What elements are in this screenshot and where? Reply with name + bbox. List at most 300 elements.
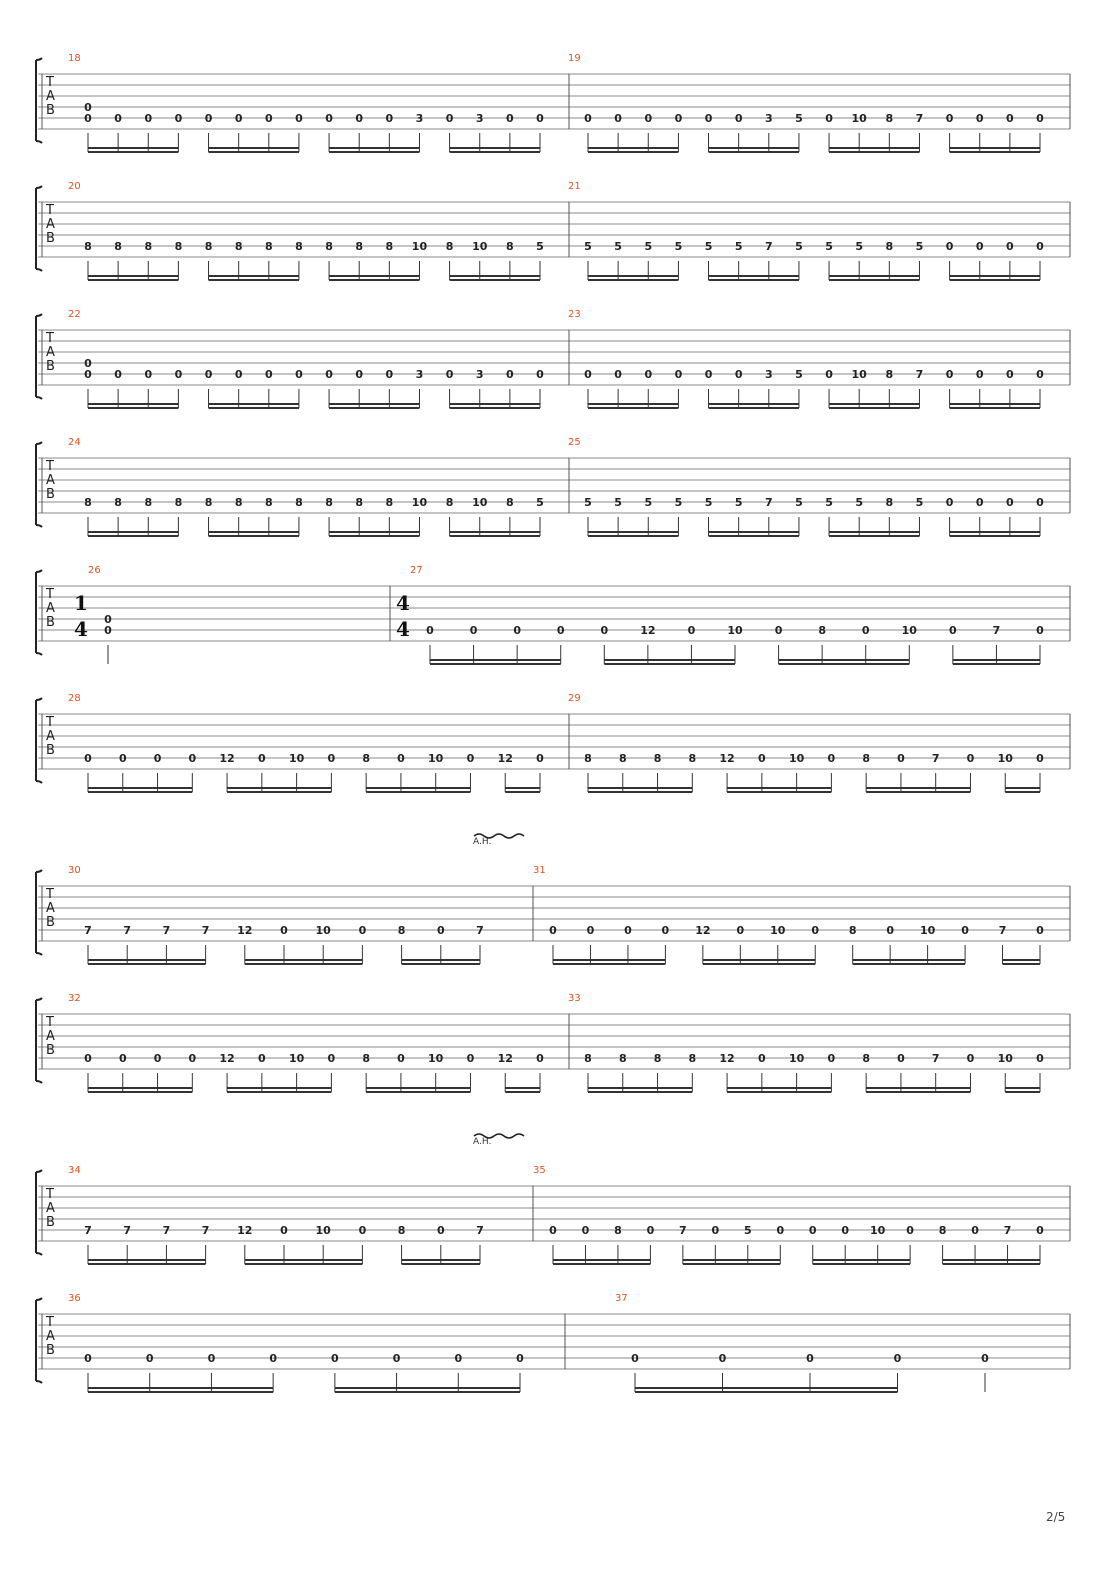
fret-number: 10 <box>997 1052 1013 1065</box>
fret-number: 7 <box>201 1224 210 1237</box>
measure-number: 26 <box>88 565 101 576</box>
fret-number: 0 <box>825 112 833 125</box>
fret-number: 7 <box>84 924 92 937</box>
fret-number: 8 <box>144 240 153 253</box>
fret-number: 0 <box>897 1052 905 1065</box>
measure-number: 28 <box>68 693 81 704</box>
fret-number: 8 <box>114 496 122 509</box>
fret-number: 0 <box>327 752 336 765</box>
fret-number: 7 <box>476 924 484 937</box>
fret-number: 8 <box>234 496 243 509</box>
fret-number: 0 <box>1036 752 1044 765</box>
tab-clef-letter: T <box>46 1187 54 1202</box>
fret-number: 8 <box>584 752 592 765</box>
fret-number: 0 <box>1036 924 1044 937</box>
fret-number: 7 <box>679 1224 687 1237</box>
fret-number: 0 <box>971 1224 979 1237</box>
measure-number: 18 <box>68 53 81 64</box>
fret-number: 5 <box>704 496 713 509</box>
fret-number: 0 <box>1006 240 1014 253</box>
fret-number: 0 <box>945 112 954 125</box>
fret-number: 10 <box>411 240 428 253</box>
fret-number: 10 <box>901 624 917 637</box>
measure-number: 22 <box>68 309 81 320</box>
fret-number: 0 <box>234 112 243 125</box>
fret-number: 0 <box>975 368 984 381</box>
fret-number: 5 <box>795 112 803 125</box>
fret-number: 8 <box>397 924 406 937</box>
system-bracket <box>36 698 42 783</box>
fret-number: 0 <box>734 112 743 125</box>
fret-number: 0 <box>806 1352 814 1365</box>
tab-clef-letter: B <box>46 1343 55 1358</box>
fret-number: 7 <box>764 240 773 253</box>
fret-number: 0 <box>145 1352 154 1365</box>
fret-number: 8 <box>445 240 454 253</box>
fret-number: 0 <box>188 752 197 765</box>
tab-clef-letter: B <box>46 1043 55 1058</box>
fret-number: 8 <box>355 240 364 253</box>
fret-number: 0 <box>736 924 745 937</box>
fret-number: 0 <box>358 924 367 937</box>
fret-number: 0 <box>436 1224 445 1237</box>
fret-number: 5 <box>734 496 743 509</box>
fret-number: 0 <box>331 1352 339 1365</box>
fret-number: 12 <box>497 752 513 765</box>
fret-number: 7 <box>476 1224 484 1237</box>
fret-number: 8 <box>506 240 514 253</box>
fret-number: 0 <box>758 752 766 765</box>
fret-number: 0 <box>811 924 820 937</box>
fret-number: 0 <box>358 1224 367 1237</box>
fret-number: 0 <box>808 1224 817 1237</box>
fret-number: 0 <box>1006 496 1014 509</box>
fret-number: 7 <box>123 1224 132 1237</box>
fret-number: 0 <box>584 368 592 381</box>
fret-number: 10 <box>870 1224 886 1237</box>
fret-number: 0 <box>234 368 243 381</box>
fret-number: 0 <box>584 112 592 125</box>
fret-number: 5 <box>915 240 924 253</box>
fret-number: 8 <box>385 496 394 509</box>
fret-number: 0 <box>945 368 954 381</box>
fret-number: 0 <box>153 752 162 765</box>
fret-number: 12 <box>719 1052 735 1065</box>
fret-number: 0 <box>704 368 713 381</box>
fret-number: 0 <box>975 240 984 253</box>
fret-number: 12 <box>695 924 711 937</box>
fret-number: 3 <box>415 112 424 125</box>
fret-number: 8 <box>885 112 894 125</box>
tab-clef-letter: A <box>46 1329 55 1344</box>
fret-number: 0 <box>827 752 836 765</box>
fret-number: 0 <box>469 624 478 637</box>
fret-number: 0 <box>614 368 622 381</box>
fret-number: 8 <box>144 496 153 509</box>
fret-number: 0 <box>327 1052 336 1065</box>
fret-number: 0 <box>506 368 514 381</box>
fret-number: 8 <box>114 240 122 253</box>
fret-number: 8 <box>688 752 697 765</box>
fret-number: 0 <box>466 1052 475 1065</box>
fret-number: 7 <box>764 496 773 509</box>
fret-number: 0 <box>84 101 92 114</box>
fret-number: 0 <box>758 1052 766 1065</box>
tab-clef-letter: B <box>46 915 55 930</box>
tab-clef-letter: A <box>46 901 55 916</box>
fret-number: 5 <box>704 240 713 253</box>
fret-number: 10 <box>788 1052 805 1065</box>
fret-number: 5 <box>536 240 544 253</box>
fret-number: 7 <box>201 924 210 937</box>
fret-number: 8 <box>325 240 333 253</box>
fret-number: 8 <box>818 624 826 637</box>
tab-clef-letter: A <box>46 89 55 104</box>
fret-number: 7 <box>123 924 132 937</box>
time-signature-numerator: 1 <box>74 591 88 615</box>
fret-number: 8 <box>614 1224 622 1237</box>
time-signature-numerator: 4 <box>396 591 410 615</box>
tab-clef-letter: T <box>46 75 54 90</box>
fret-number: 8 <box>938 1224 947 1237</box>
tab-clef-letter: T <box>46 715 54 730</box>
fret-number: 0 <box>966 752 975 765</box>
fret-number: 0 <box>536 368 544 381</box>
fret-number: 8 <box>848 924 857 937</box>
fret-number: 0 <box>104 613 112 626</box>
fret-number: 0 <box>445 112 454 125</box>
fret-number: 0 <box>466 752 475 765</box>
fret-number: 5 <box>644 496 653 509</box>
fret-number: 0 <box>975 496 984 509</box>
fret-number: 8 <box>584 1052 592 1065</box>
fret-number: 8 <box>84 240 92 253</box>
fret-number: 0 <box>280 1224 288 1237</box>
page-number: 2/5 <box>1046 1510 1066 1524</box>
tab-clef-letter: T <box>46 1015 54 1030</box>
fret-number: 5 <box>644 240 653 253</box>
tab-clef-letter: B <box>46 231 55 246</box>
fret-number: 0 <box>966 1052 975 1065</box>
artificial-harmonic-label: A.H. <box>473 1137 492 1147</box>
system-bracket <box>36 570 42 655</box>
fret-number: 7 <box>998 924 1007 937</box>
fret-number: 0 <box>674 368 683 381</box>
tab-clef-letter: A <box>46 1029 55 1044</box>
fret-number: 5 <box>584 240 592 253</box>
fret-number: 7 <box>931 1052 940 1065</box>
fret-number: 8 <box>362 1052 370 1065</box>
measure-number: 31 <box>533 865 546 876</box>
measure-number: 19 <box>568 53 581 64</box>
fret-number: 8 <box>653 752 662 765</box>
fret-number: 0 <box>295 112 303 125</box>
fret-number: 0 <box>385 368 394 381</box>
fret-number: 8 <box>204 496 213 509</box>
fret-number: 7 <box>931 752 940 765</box>
fret-number: 0 <box>513 624 521 637</box>
fret-number: 0 <box>84 357 92 370</box>
fret-number: 8 <box>885 368 894 381</box>
fret-number: 10 <box>411 496 428 509</box>
tab-clef-letter: A <box>46 217 55 232</box>
system-bracket <box>36 870 42 955</box>
fret-number: 0 <box>614 112 622 125</box>
fret-number: 8 <box>295 496 303 509</box>
fret-number: 8 <box>355 496 364 509</box>
measure-number: 37 <box>615 1293 628 1304</box>
fret-number: 0 <box>454 1352 463 1365</box>
fret-number: 8 <box>445 496 454 509</box>
fret-number: 8 <box>174 240 183 253</box>
measure-number: 20 <box>68 181 81 192</box>
fret-number: 8 <box>397 1224 406 1237</box>
fret-number: 0 <box>1006 112 1014 125</box>
fret-number: 0 <box>118 752 127 765</box>
fret-number: 0 <box>392 1352 401 1365</box>
fret-number: 0 <box>704 112 713 125</box>
fret-number: 10 <box>288 752 305 765</box>
fret-number: 5 <box>614 496 622 509</box>
fret-number: 10 <box>428 752 444 765</box>
fret-number: 0 <box>258 1052 266 1065</box>
fret-number: 7 <box>915 112 924 125</box>
fret-number: 0 <box>961 924 969 937</box>
fret-number: 0 <box>861 624 870 637</box>
measure-number: 24 <box>68 437 81 448</box>
fret-number: 5 <box>536 496 544 509</box>
fret-number: 8 <box>885 240 894 253</box>
fret-number: 0 <box>258 752 266 765</box>
measure-number: 35 <box>533 1165 546 1176</box>
fret-number: 0 <box>174 368 183 381</box>
artificial-harmonic-label: A.H. <box>473 837 492 847</box>
fret-number: 3 <box>475 368 484 381</box>
fret-number: 3 <box>764 368 773 381</box>
measure-number: 32 <box>68 993 81 1004</box>
fret-number: 3 <box>764 112 773 125</box>
fret-number: 12 <box>219 1052 235 1065</box>
fret-number: 10 <box>288 1052 305 1065</box>
fret-number: 12 <box>497 1052 513 1065</box>
fret-number: 8 <box>618 1052 627 1065</box>
tab-clef-letter: A <box>46 473 55 488</box>
fret-number: 5 <box>743 1224 752 1237</box>
system-bracket <box>36 998 42 1083</box>
fret-number: 0 <box>397 752 405 765</box>
measure-number: 29 <box>568 693 581 704</box>
fret-number: 8 <box>264 496 273 509</box>
fret-number: 0 <box>624 924 632 937</box>
fret-number: 0 <box>644 112 653 125</box>
fret-number: 8 <box>862 1052 870 1065</box>
tab-clef-letter: A <box>46 345 55 360</box>
fret-number: 0 <box>118 1052 127 1065</box>
fret-number: 0 <box>1036 1052 1044 1065</box>
fret-number: 0 <box>975 112 984 125</box>
fret-number: 10 <box>315 924 331 937</box>
fret-number: 0 <box>774 624 783 637</box>
fret-number: 8 <box>264 240 273 253</box>
fret-number: 0 <box>385 112 394 125</box>
system-bracket <box>36 58 42 143</box>
fret-number: 0 <box>945 496 954 509</box>
tab-clef-letter: B <box>46 103 55 118</box>
tab-clef-letter: B <box>46 487 55 502</box>
measure-number: 25 <box>568 437 581 448</box>
fret-number: 5 <box>674 240 683 253</box>
fret-number: 10 <box>851 112 867 125</box>
fret-number: 12 <box>219 752 235 765</box>
fret-number: 7 <box>84 1224 92 1237</box>
fret-number: 0 <box>711 1224 720 1237</box>
tab-clef-letter: T <box>46 203 54 218</box>
fret-number: 12 <box>237 1224 253 1237</box>
fret-number: 10 <box>727 624 743 637</box>
fret-number: 5 <box>584 496 592 509</box>
tab-clef-letter: B <box>46 743 55 758</box>
fret-number: 3 <box>475 112 484 125</box>
fret-number: 0 <box>687 624 696 637</box>
fret-number: 7 <box>162 1224 171 1237</box>
fret-number: 0 <box>674 112 683 125</box>
system-bracket <box>36 442 42 527</box>
fret-number: 0 <box>426 624 434 637</box>
fret-number: 10 <box>472 496 488 509</box>
fret-number: 5 <box>855 496 864 509</box>
fret-number: 0 <box>84 368 92 381</box>
fret-number: 0 <box>269 1352 277 1365</box>
fret-number: 10 <box>428 1052 444 1065</box>
fret-number: 0 <box>827 1052 836 1065</box>
fret-number: 0 <box>84 752 92 765</box>
fret-number: 0 <box>776 1224 785 1237</box>
fret-number: 5 <box>795 496 803 509</box>
measure-number: 34 <box>68 1165 81 1176</box>
system-bracket <box>36 314 42 399</box>
fret-number: 10 <box>851 368 867 381</box>
fret-number: 7 <box>915 368 924 381</box>
fret-number: 0 <box>280 924 288 937</box>
fret-number: 0 <box>188 1052 197 1065</box>
fret-number: 8 <box>862 752 870 765</box>
fret-number: 0 <box>144 112 153 125</box>
fret-number: 0 <box>646 1224 655 1237</box>
fret-number: 8 <box>234 240 243 253</box>
fret-number: 0 <box>506 112 514 125</box>
fret-number: 0 <box>1036 624 1044 637</box>
fret-number: 10 <box>315 1224 331 1237</box>
fret-number: 0 <box>325 368 333 381</box>
fret-number: 10 <box>919 924 936 937</box>
fret-number: 0 <box>906 1224 914 1237</box>
fret-number: 0 <box>1036 240 1044 253</box>
fret-number: 0 <box>1006 368 1014 381</box>
fret-number: 0 <box>174 112 183 125</box>
fret-number: 0 <box>436 924 445 937</box>
fret-number: 0 <box>581 1224 590 1237</box>
fret-number: 0 <box>84 1052 92 1065</box>
fret-number: 0 <box>586 924 595 937</box>
system-bracket <box>36 1170 42 1255</box>
fret-number: 10 <box>770 924 786 937</box>
system-bracket <box>36 1298 42 1383</box>
fret-number: 12 <box>237 924 253 937</box>
fret-number: 8 <box>885 496 894 509</box>
fret-number: 0 <box>264 112 273 125</box>
fret-number: 0 <box>600 624 609 637</box>
fret-number: 0 <box>355 368 364 381</box>
tab-clef-letter: A <box>46 1201 55 1216</box>
measure-number: 36 <box>68 1293 81 1304</box>
fret-number: 0 <box>207 1352 216 1365</box>
time-signature-denominator: 4 <box>396 617 410 641</box>
fret-number: 8 <box>174 496 183 509</box>
fret-number: 5 <box>734 240 743 253</box>
fret-number: 8 <box>618 752 627 765</box>
fret-number: 0 <box>893 1352 902 1365</box>
fret-number: 8 <box>506 496 514 509</box>
tab-clef-letter: T <box>46 887 54 902</box>
fret-number: 0 <box>549 1224 557 1237</box>
fret-number: 10 <box>788 752 805 765</box>
fret-number: 0 <box>114 112 122 125</box>
tab-clef-letter: A <box>46 601 55 616</box>
fret-number: 0 <box>114 368 122 381</box>
fret-number: 0 <box>204 368 213 381</box>
fret-number: 0 <box>945 240 954 253</box>
fret-number: 10 <box>997 752 1013 765</box>
tab-clef-letter: T <box>46 587 54 602</box>
fret-number: 8 <box>688 1052 697 1065</box>
measure-number: 30 <box>68 865 81 876</box>
measure-number: 27 <box>410 565 423 576</box>
tab-clef-letter: B <box>46 359 55 374</box>
fret-number: 7 <box>1003 1224 1012 1237</box>
fret-number: 0 <box>445 368 454 381</box>
fret-number: 0 <box>897 752 905 765</box>
fret-number: 0 <box>841 1224 850 1237</box>
fret-number: 0 <box>84 112 92 125</box>
fret-number: 0 <box>631 1352 639 1365</box>
fret-number: 5 <box>674 496 683 509</box>
fret-number: 0 <box>295 368 303 381</box>
fret-number: 0 <box>536 112 544 125</box>
tab-clef-letter: T <box>46 1315 54 1330</box>
fret-number: 7 <box>162 924 171 937</box>
measure-number: 23 <box>568 309 581 320</box>
fret-number: 0 <box>661 924 670 937</box>
fret-number: 0 <box>144 368 153 381</box>
fret-number: 0 <box>397 1052 405 1065</box>
fret-number: 5 <box>825 240 833 253</box>
tab-clef-letter: B <box>46 615 55 630</box>
fret-number: 8 <box>204 240 213 253</box>
fret-number: 12 <box>640 624 656 637</box>
fret-number: 0 <box>516 1352 524 1365</box>
fret-number: 5 <box>825 496 833 509</box>
measure-number: 33 <box>568 993 581 1004</box>
fret-number: 0 <box>825 368 833 381</box>
fret-number: 0 <box>204 112 213 125</box>
fret-number: 5 <box>614 240 622 253</box>
fret-number: 0 <box>949 624 957 637</box>
fret-number: 0 <box>1036 368 1044 381</box>
fret-number: 0 <box>886 924 894 937</box>
fret-number: 8 <box>325 496 333 509</box>
fret-number: 0 <box>718 1352 727 1365</box>
fret-number: 0 <box>981 1352 989 1365</box>
